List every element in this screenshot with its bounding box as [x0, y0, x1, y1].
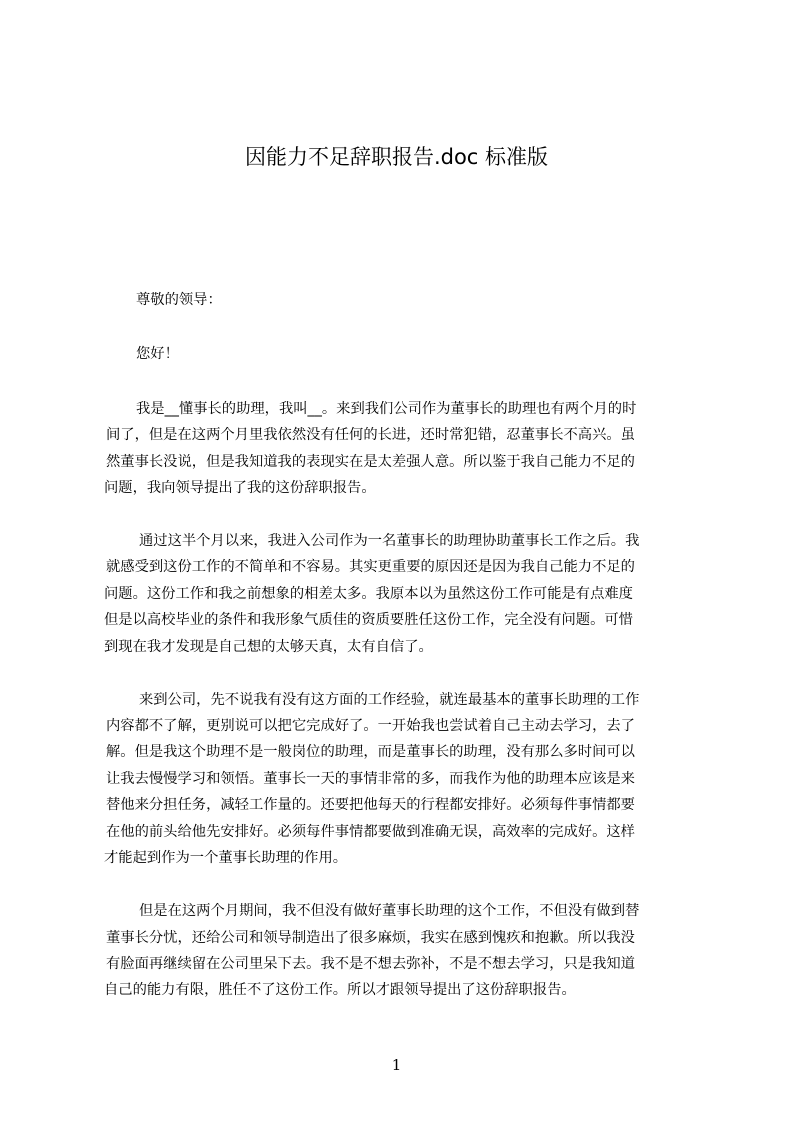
greeting: 您好！ [136, 346, 179, 362]
paragraph-line: 但是在这两个月期间，我不但没有做好董事长助理的这个工作，不但没有做到替 [139, 903, 640, 919]
paragraph-line: 就感受到这份工作的不简单和不容易。其实更重要的原因还是因为我自己能力不足的 [106, 559, 635, 575]
paragraph-line: 才能起到作为一个董事长助理的作用。 [104, 850, 348, 866]
document-title: 因能力不足辞职报告.doc 标准版 [244, 145, 549, 169]
paragraph-line: 通过这半个月以来，我进入公司作为一名董事长的助理协助董事长工作之后。我 [139, 533, 640, 549]
paragraph-line: 替他来分担任务，减轻工作量的。还要把他每天的行程都安排好。必须每件事情都要 [106, 797, 635, 813]
page-number: 1 [391, 1056, 402, 1074]
paragraph-line: 问题，我向领导提出了我的这份辞职报告。 [104, 480, 376, 496]
paragraph-line: 有脸面再继续留在公司里呆下去。我不是不想去弥补，不是不想去学习，只是我知道 [106, 956, 635, 972]
salutation: 尊敬的领导： [136, 292, 222, 308]
paragraph-line: 但是以高校毕业的条件和我形象气质佳的资质要胜任这份工作，完全没有问题。可惜 [104, 612, 633, 628]
paragraph-line: 间了，但是在这两个月里我依然没有任何的长进，还时常犯错，忍董事长不高兴。虽 [106, 427, 635, 443]
paragraph-line: 问题。这份工作和我之前想象的相差太多。我原本以为虽然这份工作可能是有点难度 [104, 586, 633, 602]
paragraph-line: 到现在我才发现是自己想的太够天真，太有自信了。 [104, 639, 433, 655]
paragraph-line: 让我去慢慢学习和领悟。董事长一天的事情非常的多，而我作为他的助理本应该是来 [106, 771, 635, 787]
paragraph-line: 解。但是我这个助理不是一般岗位的助理，而是董事长的助理，没有那么多时间可以 [106, 744, 635, 760]
paragraph-line: 来到公司，先不说我有没有这方面的工作经验，就连最基本的董事长助理的工作 [139, 692, 640, 708]
paragraph-line: 然董事长没说，但是我知道我的表现实在是太差强人意。所以鉴于我自己能力不足的 [106, 454, 635, 470]
paragraph-line: 在他的前头给他先安排好。必须每件事情都要做到准确无误，高效率的完成好。这样 [106, 824, 635, 840]
paragraph-line: 我是__懂事长的助理，我叫__。来到我们公司作为董事长的助理也有两个月的时 [136, 401, 637, 417]
paragraph-line: 内容都不了解，更别说可以把它完成好了。一开始我也尝试着自己主动去学习，去了 [106, 718, 635, 734]
paragraph-line: 自己的能力有限，胜任不了这份工作。所以才跟领导提出了这份辞职报告。 [104, 982, 576, 998]
paragraph-line: 董事长分忧，还给公司和领导制造出了很多麻烦，我实在感到愧疚和抱歉。所以我没 [106, 930, 635, 946]
